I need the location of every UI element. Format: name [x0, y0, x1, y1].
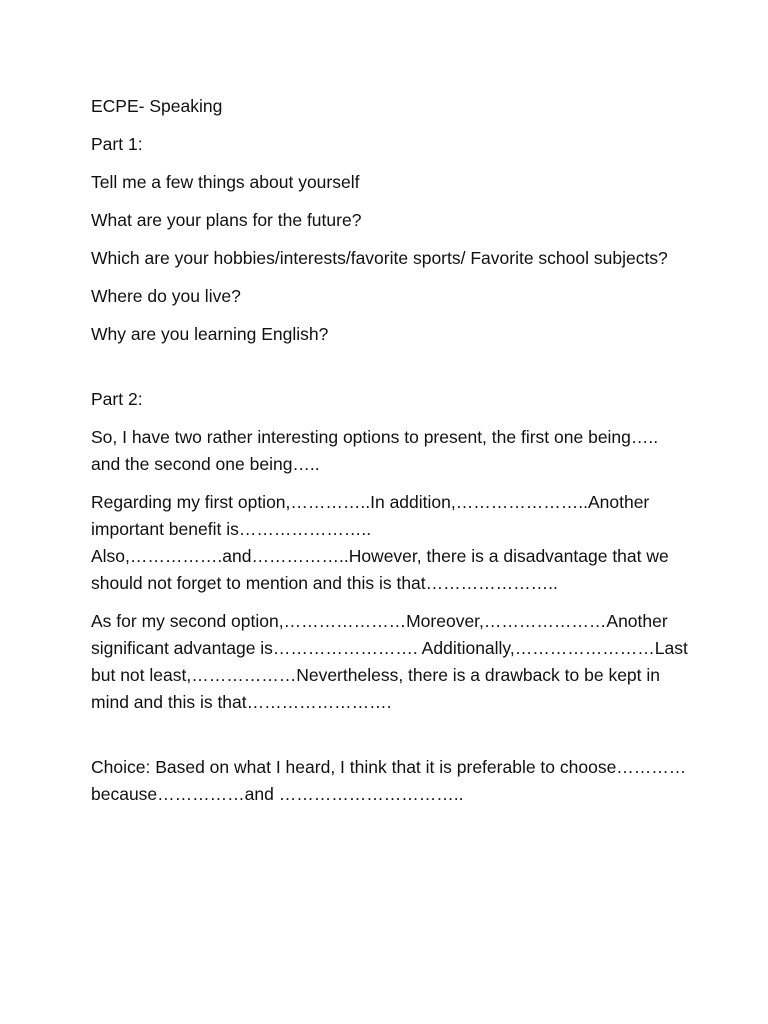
part2-second-option: As for my second option,…………………Moreover,…………………Another significant advantage is……………………. Additionally,……………………Last but not least,………………Nevertheless, there is a drawback to be kept in mind and this is that…………………….	[91, 611, 688, 712]
part2-intro: So, I have two rather interesting options to present, the first one being….. and the second one being…..	[91, 427, 659, 474]
part1-question-1: Tell me a few things about yourself	[91, 172, 360, 192]
part1-question-4: Where do you live?	[91, 286, 241, 306]
document-page	[91, 93, 691, 808]
part2-choice: Choice: Based on what I heard, I think that it is preferable to choose…………because……………and …………………………..	[91, 757, 687, 804]
part1-heading: Part 1:	[91, 134, 143, 154]
document-title: ECPE- Speaking	[91, 96, 223, 116]
part1-question-5: Why are you learning English?	[91, 324, 329, 344]
part1-question-2: What are your plans for the future?	[91, 210, 362, 230]
part1-question-3: Which are your hobbies/interests/favorite sports/ Favorite school subjects?	[91, 248, 668, 268]
part2-first-option: Regarding my first option,…………..In addition,…………………..Another important benefit is………………….. Also,…………….and……………..However, there is a disadvantage that we should not forget to mention and this is that…………………..	[91, 492, 669, 593]
part2-heading: Part 2:	[91, 389, 143, 409]
